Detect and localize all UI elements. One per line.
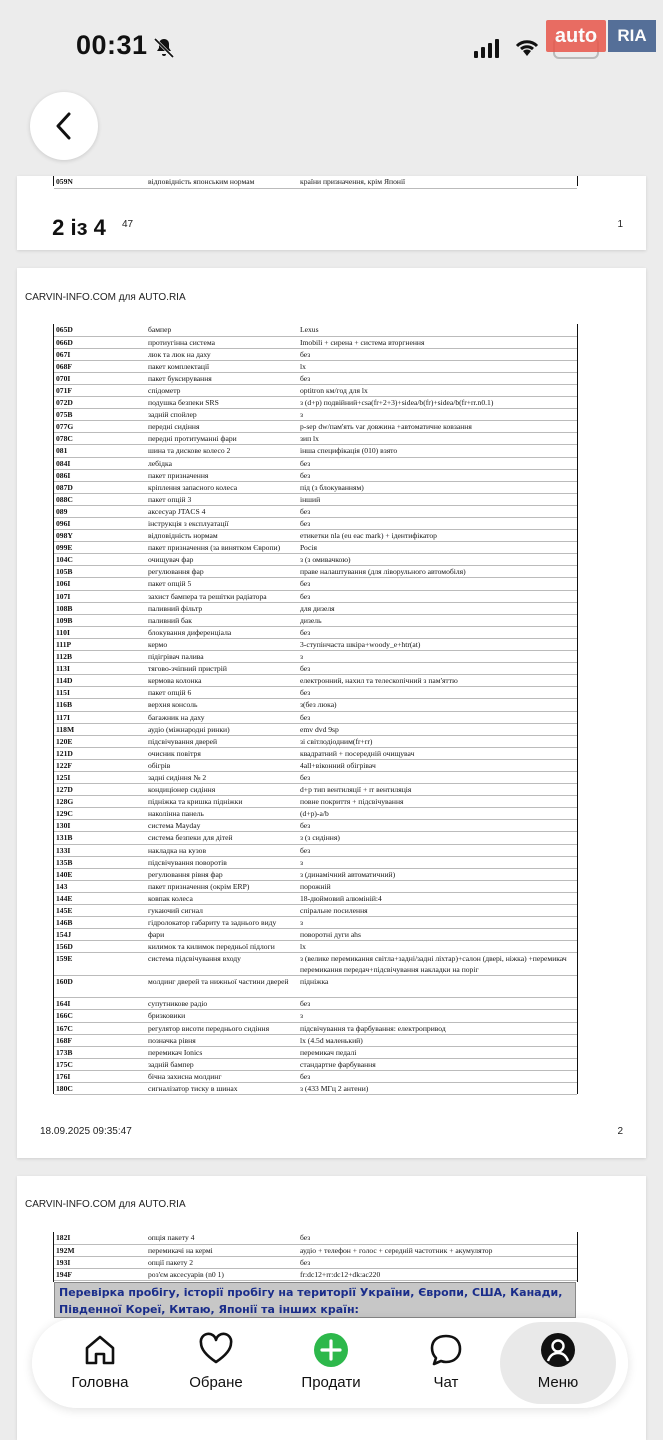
option-name: багажник на даху xyxy=(146,711,298,723)
option-value: lx xyxy=(298,941,577,953)
table-row xyxy=(54,578,577,590)
tab-menu[interactable]: Меню xyxy=(500,1322,616,1404)
option-value: з xyxy=(298,651,577,663)
bottom-tab-bar xyxy=(32,1318,628,1408)
option-code: 098Y xyxy=(54,530,146,542)
table-row xyxy=(54,1232,577,1244)
table-row xyxy=(54,711,577,723)
option-value: без xyxy=(298,1232,577,1244)
table-row xyxy=(54,1256,577,1268)
table-row xyxy=(54,832,577,844)
option-name: аудіо (міжнародні ринки) xyxy=(146,723,298,735)
tab-sell[interactable]: Продати xyxy=(273,1318,389,1408)
option-value: дизель xyxy=(298,614,577,626)
option-name: аксесуар JTACS 4 xyxy=(146,505,298,517)
option-code: 065D xyxy=(54,324,146,336)
option-name: пакет буксирування xyxy=(146,372,298,384)
option-value: праве налаштування (для ліворульного автомобіля) xyxy=(298,566,577,578)
option-value: 18-дюймовий алюміній:4 xyxy=(298,892,577,904)
option-name: передні протитуманні фари xyxy=(146,433,298,445)
table-row xyxy=(54,602,577,614)
option-code: 099E xyxy=(54,542,146,554)
option-name: супутникове радіо xyxy=(146,998,298,1010)
option-code: 088C xyxy=(54,493,146,505)
option-value: квадратний + посередній очищувач xyxy=(298,747,577,759)
option-value: аудіо + телефон + голос + середній частотник + акумулятор xyxy=(298,1244,577,1256)
option-code: 114D xyxy=(54,675,146,687)
option-name: пакет опцій 3 xyxy=(146,493,298,505)
option-value: без xyxy=(298,1070,577,1082)
table-row xyxy=(54,808,577,820)
user-circle-icon xyxy=(540,1332,576,1368)
option-name: кермова колонка xyxy=(146,675,298,687)
table-row xyxy=(54,518,577,530)
option-value: з (d+p) подвійний+csa(fr+2+3)+sidea/b(fr)+sidea/b(fr+rr.n0.1) xyxy=(298,397,577,409)
option-name: система підсвічування входу xyxy=(146,953,298,976)
option-name: відповідність нормам xyxy=(146,530,298,542)
option-code: 146B xyxy=(54,917,146,929)
option-code: 113I xyxy=(54,663,146,675)
option-value: без xyxy=(298,711,577,723)
table-row xyxy=(54,784,577,796)
option-code: 118M xyxy=(54,723,146,735)
option-code: 067I xyxy=(54,348,146,360)
table-row xyxy=(54,892,577,904)
page1-footer-time: 47 xyxy=(122,219,134,230)
option-name: підніжка та кришка підніжки xyxy=(146,796,298,808)
option-name: задній бампер xyxy=(146,1058,298,1070)
page2-footer-date: 18.09.2025 09:35:47 xyxy=(40,1126,132,1137)
option-code: 144E xyxy=(54,892,146,904)
option-name: бампер xyxy=(146,324,298,336)
option-value: стандартне фарбування xyxy=(298,1058,577,1070)
table-row xyxy=(54,1034,577,1046)
table-row xyxy=(54,421,577,433)
table-row xyxy=(54,820,577,832)
table-row xyxy=(54,397,577,409)
option-name: подушка безпеки SRS xyxy=(146,397,298,409)
option-code: 133I xyxy=(54,844,146,856)
option-name: накладка на кузов xyxy=(146,844,298,856)
table-row xyxy=(54,384,577,396)
option-name: люк та люк на даху xyxy=(146,348,298,360)
option-name: задні сидіння № 2 xyxy=(146,771,298,783)
table-row xyxy=(54,747,577,759)
option-code: 130I xyxy=(54,820,146,832)
plus-circle-icon xyxy=(313,1332,349,1368)
option-value: без xyxy=(298,844,577,856)
option-name: кермо xyxy=(146,638,298,650)
option-name: молдинг дверей та нижньої частини дверей xyxy=(146,976,298,998)
option-code: 107I xyxy=(54,590,146,602)
option-value: електронний, нахил та телескопічний з пам'яттю xyxy=(298,675,577,687)
option-name: регулювання рівня фар xyxy=(146,868,298,880)
table-row xyxy=(54,1046,577,1058)
chevron-left-icon xyxy=(53,111,75,141)
table-row xyxy=(54,917,577,929)
option-name: підсвічування дверей xyxy=(146,735,298,747)
option-value: без xyxy=(298,372,577,384)
table-row xyxy=(54,1244,577,1256)
table-row xyxy=(54,663,577,675)
option-name: паливний фільтр xyxy=(146,602,298,614)
table-row xyxy=(54,687,577,699)
option-value: зип lx xyxy=(298,433,577,445)
option-code: 154J xyxy=(54,929,146,941)
option-name: паливний бак xyxy=(146,614,298,626)
table-row xyxy=(54,554,577,566)
option-value: Росія xyxy=(298,542,577,554)
option-code: 131B xyxy=(54,832,146,844)
option-name: бічна захисна молдинг xyxy=(146,1070,298,1082)
option-code: 071F xyxy=(54,384,146,396)
table-row xyxy=(54,505,577,517)
option-value: без xyxy=(298,469,577,481)
table-row xyxy=(54,566,577,578)
option-name: передні сидіння xyxy=(146,421,298,433)
table-row xyxy=(54,771,577,783)
back-button[interactable] xyxy=(30,92,98,160)
option-code: 140E xyxy=(54,868,146,880)
option-name: опція пакету 4 xyxy=(146,1232,298,1244)
option-name: пакет опцій 6 xyxy=(146,687,298,699)
option-code: 109B xyxy=(54,614,146,626)
option-code: 077G xyxy=(54,421,146,433)
table-row xyxy=(54,868,577,880)
option-code: 108B xyxy=(54,602,146,614)
option-value: без xyxy=(298,457,577,469)
tab-home[interactable]: Головна xyxy=(42,1318,158,1408)
table-row xyxy=(54,1022,577,1034)
option-value: з (велике перемикання світла+задні/задні ліхтар)+салон (двері, ніжка) +перемикач перемикання передач+підсвічування накладки на поріг xyxy=(298,953,577,976)
option-value: з (433 МГц 2 антени) xyxy=(298,1083,577,1095)
option-code: 164I xyxy=(54,998,146,1010)
table-row xyxy=(54,469,577,481)
table-row xyxy=(54,372,577,384)
option-code: 156D xyxy=(54,941,146,953)
option-name: бризковики xyxy=(146,1010,298,1022)
auto-ria-watermark: auto RIA xyxy=(546,20,656,54)
option-name: система Mayday xyxy=(146,820,298,832)
table-row xyxy=(54,1010,577,1022)
option-code: 159E xyxy=(54,953,146,976)
option-code: 087D xyxy=(54,481,146,493)
option-name: блокування диференціала xyxy=(146,626,298,638)
option-code: 068F xyxy=(54,360,146,372)
option-code: 121D xyxy=(54,747,146,759)
option-code: 135B xyxy=(54,856,146,868)
option-code: 194F xyxy=(54,1268,146,1280)
option-value: з xyxy=(298,409,577,421)
option-name: регулятор висоти переднього сидіння xyxy=(146,1022,298,1034)
table-row xyxy=(54,481,577,493)
option-name: підігрівач палива xyxy=(146,651,298,663)
table-row xyxy=(54,324,577,336)
table-row xyxy=(54,1058,577,1070)
table-row xyxy=(54,457,577,469)
option-code: 117I xyxy=(54,711,146,723)
table-row xyxy=(54,336,577,348)
page3-header: CARVIN-INFO.COM для AUTO.RIA xyxy=(25,1199,186,1210)
option-code: 125I xyxy=(54,771,146,783)
table-row xyxy=(54,941,577,953)
option-name: протиугінна система xyxy=(146,336,298,348)
option-name: регулювання фар xyxy=(146,566,298,578)
table-row xyxy=(54,348,577,360)
option-value: p-sep dw/пам'ять var довжина +автоматичне ковзання xyxy=(298,421,577,433)
option-name: сигналізатор тиску в шинах xyxy=(146,1083,298,1095)
tab-chat[interactable]: Чат xyxy=(388,1318,504,1408)
option-value: d+p тип вентиляції + rr вентиляція xyxy=(298,784,577,796)
table-row xyxy=(54,1070,577,1082)
option-value: інший xyxy=(298,493,577,505)
table-row xyxy=(54,360,577,372)
option-code: 128G xyxy=(54,796,146,808)
option-code: 129C xyxy=(54,808,146,820)
table-row xyxy=(54,542,577,554)
option-value: emv dvd 9sp xyxy=(298,723,577,735)
options-table-page2 xyxy=(54,324,577,1095)
option-value: підсвічування та фарбування: електропривод xyxy=(298,1022,577,1034)
option-value: перемикач педалі xyxy=(298,1046,577,1058)
table-row xyxy=(54,796,577,808)
option-name: очисник повітря xyxy=(146,747,298,759)
table-row xyxy=(54,530,577,542)
table-row xyxy=(54,929,577,941)
option-value: без xyxy=(298,1256,577,1268)
option-code: 075B xyxy=(54,409,146,421)
table-row xyxy=(54,1268,577,1280)
table-row xyxy=(54,844,577,856)
option-name: лебідка xyxy=(146,457,298,469)
option-code: 175C xyxy=(54,1058,146,1070)
option-name: позначка рівня xyxy=(146,1034,298,1046)
option-code: 111P xyxy=(54,638,146,650)
table-row xyxy=(54,493,577,505)
option-name: спідометр xyxy=(146,384,298,396)
options-table-page1 xyxy=(54,176,577,189)
option-name: шина та дискове колесо 2 xyxy=(146,445,298,457)
option-name: обігрів xyxy=(146,759,298,771)
option-code: 106I xyxy=(54,578,146,590)
option-value: поворотні дуги ahs xyxy=(298,929,577,941)
option-code: 089 xyxy=(54,505,146,517)
option-value: з xyxy=(298,856,577,868)
option-value: lx (4.5d маленький) xyxy=(298,1034,577,1046)
option-code: 176I xyxy=(54,1070,146,1082)
option-value: без xyxy=(298,771,577,783)
table-row xyxy=(54,723,577,735)
option-code: 166C xyxy=(54,1010,146,1022)
option-value: optitron км/год для lx xyxy=(298,384,577,396)
option-value: з(без люка) xyxy=(298,699,577,711)
table-row xyxy=(54,998,577,1010)
option-code: 096I xyxy=(54,518,146,530)
option-value: інша специфікація (010) взято xyxy=(298,445,577,457)
options-table-page3 xyxy=(54,1232,577,1281)
option-code: 180C xyxy=(54,1083,146,1095)
page2-number: 2 xyxy=(617,1126,623,1137)
option-value: спіральне посилення xyxy=(298,905,577,917)
option-name: опції пакету 2 xyxy=(146,1256,298,1268)
option-code: 086I xyxy=(54,469,146,481)
option-name: захист бампера та решітки радіатора xyxy=(146,590,298,602)
table-row xyxy=(54,614,577,626)
option-code: 116B xyxy=(54,699,146,711)
chat-icon xyxy=(428,1332,464,1368)
table-row xyxy=(54,953,577,976)
option-name: підсвічування поворотів xyxy=(146,856,298,868)
option-code: 173B xyxy=(54,1046,146,1058)
table-row xyxy=(54,699,577,711)
table-row xyxy=(54,1083,577,1095)
option-name: перемикачі на кермі xyxy=(146,1244,298,1256)
option-value: без xyxy=(298,505,577,517)
option-value: Lexus xyxy=(298,324,577,336)
option-value: 3-ступінчаста шкіра+woody_e+htr(at) xyxy=(298,638,577,650)
option-code: 110I xyxy=(54,626,146,638)
option-name: пакет призначення (за винятком Європи) xyxy=(146,542,298,554)
option-name: пакет призначення xyxy=(146,469,298,481)
option-value: з (динамічний автоматичний) xyxy=(298,868,577,880)
table-row xyxy=(54,759,577,771)
option-code: 192M xyxy=(54,1244,146,1256)
option-code: 143 xyxy=(54,880,146,892)
option-value: без xyxy=(298,687,577,699)
table-row xyxy=(54,626,577,638)
option-code: 120E xyxy=(54,735,146,747)
option-code: 078C xyxy=(54,433,146,445)
option-value: lx xyxy=(298,360,577,372)
page2-header: CARVIN-INFO.COM для AUTO.RIA xyxy=(25,292,186,303)
option-name: ковпак колеса xyxy=(146,892,298,904)
option-code: 066D xyxy=(54,336,146,348)
cellular-signal-icon xyxy=(474,38,499,58)
option-value: з (з омивачкою) xyxy=(298,554,577,566)
table-row xyxy=(54,976,577,998)
option-name: пакет опцій 5 xyxy=(146,578,298,590)
table-row xyxy=(54,433,577,445)
option-value: без xyxy=(298,348,577,360)
option-value: без xyxy=(298,663,577,675)
option-name: кондиціонер сидіння xyxy=(146,784,298,796)
option-name: гідролокатор габариту та заднього виду xyxy=(146,917,298,929)
option-code: 105B xyxy=(54,566,146,578)
option-value: з xyxy=(298,1010,577,1022)
option-name: роз'єм аксесуарів (n0 1) xyxy=(146,1268,298,1280)
status-time: 00:31 xyxy=(76,30,148,60)
option-name: пакет комплектації xyxy=(146,360,298,372)
option-name: очищувач фар xyxy=(146,554,298,566)
option-code: 127D xyxy=(54,784,146,796)
table-row xyxy=(54,409,577,421)
option-name: фари xyxy=(146,929,298,941)
option-value: без xyxy=(298,518,577,530)
home-icon xyxy=(82,1332,118,1368)
page1-number: 1 xyxy=(617,219,623,230)
mileage-check-banner: Перевірка пробігу, історії пробігу на території України, Європи, США, Канади, Південної Кореї, Китаю, Японії та інших країн: xyxy=(54,1282,576,1318)
option-value: з xyxy=(298,917,577,929)
option-name: килимок та килимок передньої підлоги xyxy=(146,941,298,953)
option-code: 145E xyxy=(54,905,146,917)
option-value: без xyxy=(298,578,577,590)
option-code: 081 xyxy=(54,445,146,457)
table-row xyxy=(54,675,577,687)
tab-favorites[interactable]: Обране xyxy=(158,1318,274,1408)
option-code: 115I xyxy=(54,687,146,699)
option-name: тягово-зчіпний пристрій xyxy=(146,663,298,675)
option-value: для дизеля xyxy=(298,602,577,614)
option-name: інструкція з експлуатації xyxy=(146,518,298,530)
option-code: 160D xyxy=(54,976,146,998)
wifi-icon xyxy=(513,36,541,58)
option-code: 167C xyxy=(54,1022,146,1034)
option-name: система безпеки для дітей xyxy=(146,832,298,844)
option-code: 168F xyxy=(54,1034,146,1046)
option-value: етикетки nla (eu eac mark) + ідентифікатор xyxy=(298,530,577,542)
status-bar xyxy=(0,0,663,100)
option-code: 104C xyxy=(54,554,146,566)
option-code: 193I xyxy=(54,1256,146,1268)
table-row xyxy=(54,856,577,868)
option-value: підніжка xyxy=(298,976,577,998)
table-row: 059N відповідність японським нормам країни призначення, крім Японії xyxy=(54,176,577,188)
option-name: наколінна панель xyxy=(146,808,298,820)
option-value: без xyxy=(298,626,577,638)
option-value: повне покриття + підсвічування xyxy=(298,796,577,808)
option-name: задній спойлер xyxy=(146,409,298,421)
option-value: Imobili + сирена + система вторгнення xyxy=(298,336,577,348)
option-code: 072D xyxy=(54,397,146,409)
heart-icon xyxy=(198,1332,234,1368)
option-name: перемикач Ionics xyxy=(146,1046,298,1058)
table-row xyxy=(54,651,577,663)
option-value: fr:dc12+rr:dc12+dk:ac220 xyxy=(298,1268,577,1280)
option-value: без xyxy=(298,998,577,1010)
option-name: кріплення запасного колеса xyxy=(146,481,298,493)
option-code: 084I xyxy=(54,457,146,469)
option-name: гукаючий сигнал xyxy=(146,905,298,917)
table-row xyxy=(54,638,577,650)
bell-muted-icon xyxy=(152,36,176,60)
option-code: 112B xyxy=(54,651,146,663)
option-value: без xyxy=(298,590,577,602)
option-value: під (з блокуванням) xyxy=(298,481,577,493)
option-value: з (з сидіння) xyxy=(298,832,577,844)
option-value: 4all+віконний обігрівач xyxy=(298,759,577,771)
option-name: верхня консоль xyxy=(146,699,298,711)
option-value: зі світлодіодним(fr+rr) xyxy=(298,735,577,747)
option-value: без xyxy=(298,820,577,832)
table-row xyxy=(54,590,577,602)
table-row xyxy=(54,445,577,457)
table-row xyxy=(54,905,577,917)
table-row xyxy=(54,735,577,747)
option-code: 182I xyxy=(54,1232,146,1244)
option-code: 070I xyxy=(54,372,146,384)
option-value: порожній xyxy=(298,880,577,892)
page-indicator: 2 із 4 xyxy=(36,210,122,246)
option-name: пакет призначення (окрім ERP) xyxy=(146,880,298,892)
option-code: 122F xyxy=(54,759,146,771)
table-row xyxy=(54,880,577,892)
option-value: (d+p)-a/b xyxy=(298,808,577,820)
